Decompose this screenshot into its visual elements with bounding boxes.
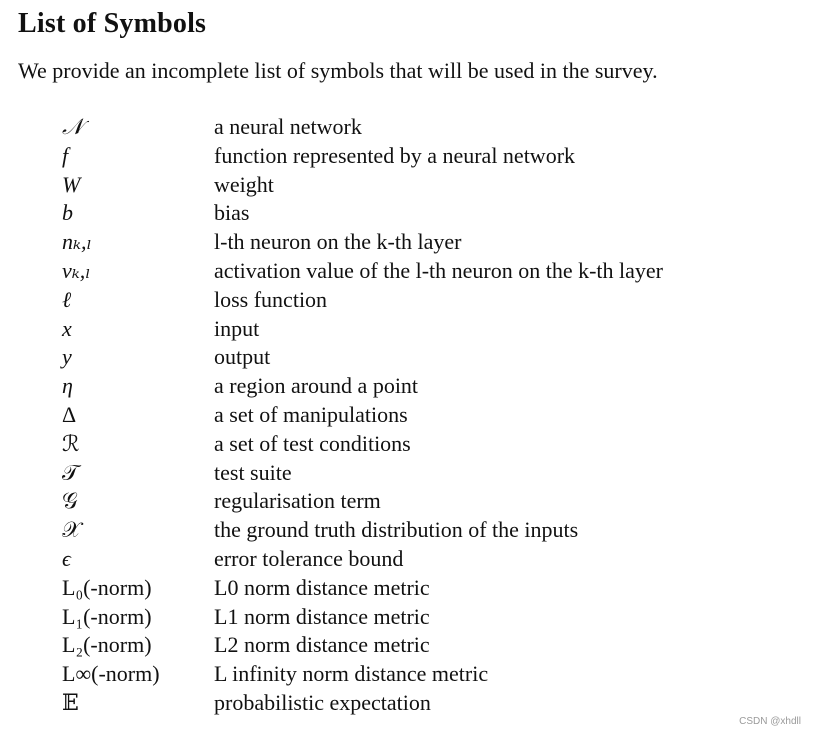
description-cell: l-th neuron on the k-th layer xyxy=(214,229,462,255)
page-title: List of Symbols xyxy=(18,8,207,39)
symbol-cell: 𝒯 xyxy=(62,459,79,485)
symbol-cell: L₁(-norm) xyxy=(62,603,152,629)
description-cell: activation value of the l-th neuron on the k-th layer xyxy=(214,257,664,283)
symbol-row xyxy=(62,516,663,545)
symbol-row xyxy=(62,631,663,660)
symbol-cell: f xyxy=(62,142,69,168)
symbol-cell: 𝒢 xyxy=(62,488,78,514)
description-cell: the ground truth distribution of the inputs xyxy=(214,517,579,543)
symbol-cell: 𝒩 xyxy=(62,114,84,139)
symbol-row xyxy=(62,199,663,228)
description-cell: weight xyxy=(214,171,274,197)
description-cell: output xyxy=(214,344,271,370)
description-cell: loss function xyxy=(214,286,328,312)
description-cell: L infinity norm distance metric xyxy=(214,661,489,687)
symbol-row xyxy=(62,372,663,401)
symbol-row xyxy=(62,171,663,200)
symbol-row xyxy=(62,228,663,257)
description-cell: test suite xyxy=(214,459,292,485)
description-cell: regularisation term xyxy=(214,488,381,514)
watermark: CSDN @xhdll xyxy=(739,716,801,727)
symbol-cell: y xyxy=(62,344,72,370)
symbol-row xyxy=(62,286,663,315)
symbol-row xyxy=(62,142,663,171)
symbol-row xyxy=(62,574,663,603)
symbol-row xyxy=(62,430,663,459)
symbol-cell: 𝔼 xyxy=(62,689,79,715)
description-cell: a set of test conditions xyxy=(214,430,411,456)
symbol-row xyxy=(62,113,663,142)
symbol-row xyxy=(62,459,663,488)
intro-paragraph: We provide an incomplete list of symbols that will be used in the survey. xyxy=(18,58,658,83)
symbol-cell: W xyxy=(62,171,81,197)
symbol-cell: nₖ,ₗ xyxy=(62,229,92,255)
symbol-row xyxy=(62,487,663,516)
description-cell: a region around a point xyxy=(214,373,419,399)
symbol-cell: ℓ xyxy=(62,286,72,312)
symbol-cell: b xyxy=(62,200,73,226)
symbol-cell: L₂(-norm) xyxy=(62,632,152,658)
symbol-row xyxy=(62,689,663,718)
symbol-row xyxy=(62,257,663,286)
description-cell: L1 norm distance metric xyxy=(214,603,430,629)
symbol-row xyxy=(62,660,663,689)
description-cell: input xyxy=(214,315,260,341)
symbol-cell: x xyxy=(62,315,72,341)
symbol-row xyxy=(62,315,663,344)
symbol-cell: η xyxy=(62,373,73,399)
symbol-cell: Δ xyxy=(62,401,77,427)
symbol-row xyxy=(62,343,663,372)
description-cell: probabilistic expectation xyxy=(214,689,431,715)
symbol-cell: ℛ xyxy=(62,430,80,456)
symbol-cell: vₖ,ₗ xyxy=(62,257,91,283)
description-cell: function represented by a neural network xyxy=(214,142,576,168)
symbol-cell: L₀(-norm) xyxy=(62,574,152,600)
symbol-cell: ϵ xyxy=(62,545,71,571)
description-cell: a set of manipulations xyxy=(214,401,408,427)
description-cell: error tolerance bound xyxy=(214,545,404,571)
description-cell: bias xyxy=(214,200,250,226)
description-cell: L2 norm distance metric xyxy=(214,632,430,658)
symbol-table xyxy=(62,113,663,718)
symbol-row xyxy=(62,603,663,632)
symbol-row xyxy=(62,401,663,430)
description-cell: a neural network xyxy=(214,114,362,139)
description-cell: L0 norm distance metric xyxy=(214,574,430,600)
symbol-cell: L∞(-norm) xyxy=(62,661,160,687)
symbol-row xyxy=(62,545,663,574)
symbol-cell: 𝒳 xyxy=(62,517,81,543)
